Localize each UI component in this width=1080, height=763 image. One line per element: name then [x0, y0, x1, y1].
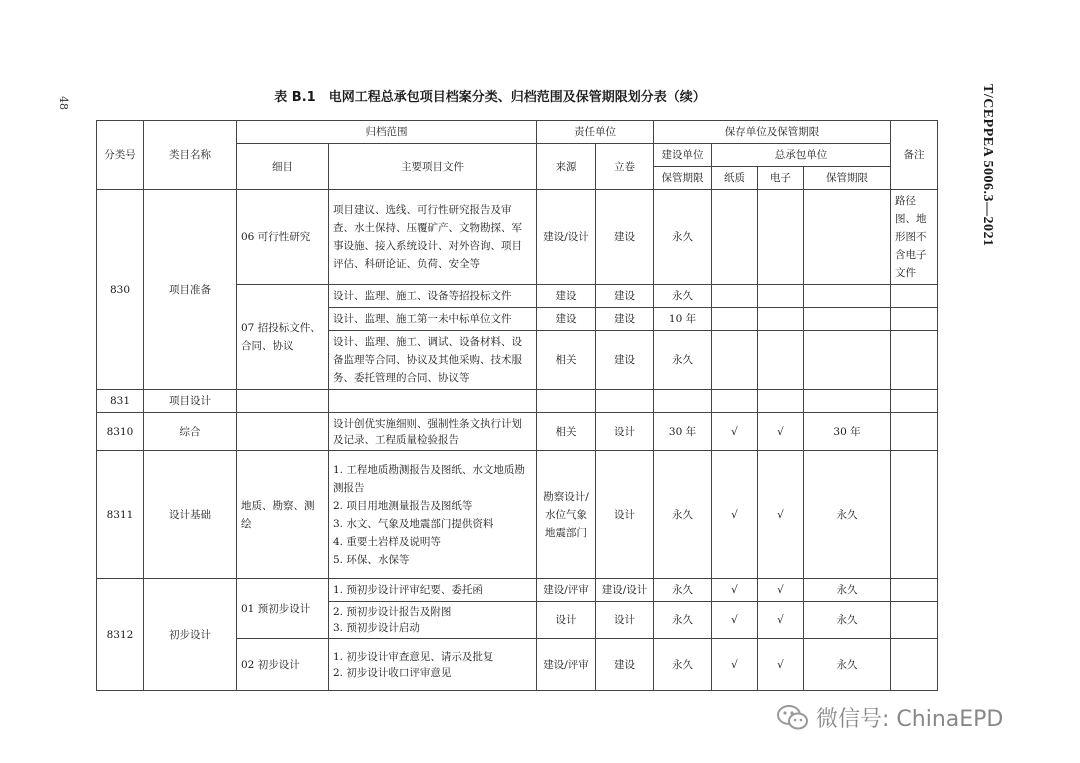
- page-number: 48: [57, 96, 70, 110]
- row-830-06-period: 永久: [654, 190, 712, 285]
- row-8312-01-source-1: 建设/评审: [537, 579, 596, 602]
- header-contractor: 总承包单位: [712, 144, 891, 167]
- list-item: 2. 预初步设计报告及附图: [333, 606, 452, 618]
- row-831-code: 831: [97, 390, 144, 413]
- row-830-07-source-3: 相关: [537, 331, 596, 390]
- list-item: 3. 预初步设计启动: [333, 622, 420, 634]
- list-item: 5. 环保、水保等: [333, 553, 410, 566]
- row-8312-02-filing: 建设: [596, 639, 654, 691]
- row-8312-02-period: 永久: [654, 639, 712, 691]
- row-8312-01-paper-1: √: [712, 579, 758, 602]
- row-8312-code: 8312: [97, 579, 144, 691]
- header-filing: 立卷: [596, 144, 654, 190]
- header-retention: 保存单位及保管期限: [654, 121, 891, 144]
- row-8310-source: 相关: [537, 413, 596, 451]
- watermark: [776, 702, 1003, 733]
- header-main-docs: 主要项目文件: [329, 144, 537, 190]
- row-8312-02-source: 建设/评审: [537, 639, 596, 691]
- row-830-07-docs-2: 设计、监理、施工第一未中标单位文件: [329, 308, 537, 331]
- row-830-07-detail: 07 招投标文件、合同、协议: [237, 285, 329, 390]
- row-830-07-source-1: 建设: [537, 285, 596, 308]
- row-8311-paper: √: [712, 451, 758, 579]
- row-8312-01-source-2: 设计: [537, 602, 596, 639]
- list-item: 1. 初步设计审查意见、请示及批复: [333, 650, 494, 663]
- row-830-07-source-2: 建设: [537, 308, 596, 331]
- row-8312-02-paper: √: [712, 639, 758, 691]
- header-category: 类目名称: [144, 121, 237, 190]
- row-830-06-remark: 路径图、地形图不含电子文件: [891, 190, 938, 285]
- row-8311-electronic: √: [758, 451, 804, 579]
- row-8312-02-electronic: √: [758, 639, 804, 691]
- header-detail: 细目: [237, 144, 329, 190]
- table-row: [97, 413, 938, 451]
- header-code: 分类号: [97, 121, 144, 190]
- row-8310-docs: 设计创优实施细则、强制性条文执行计划及记录、工程质量检验报告: [329, 413, 537, 451]
- list-item: 4. 重要土岩样及说明等: [333, 535, 441, 548]
- row-830-07-filing-2: 建设: [596, 308, 654, 331]
- row-8312-name: 初步设计: [144, 579, 237, 691]
- list-item: 2. 初步设计收口评审意见: [333, 666, 452, 679]
- row-830-07-filing-1: 建设: [596, 285, 654, 308]
- row-830-06-source: 建设/设计: [537, 190, 596, 285]
- row-8312-02-docs: [329, 639, 537, 691]
- row-8310-electronic: √: [758, 413, 804, 451]
- row-8311-name: 设计基础: [144, 451, 237, 579]
- row-8312-01-paper-2: √: [712, 602, 758, 639]
- row-8311-source: 勘察设计/水位气象地震部门: [537, 451, 596, 579]
- row-8312-01-detail: 01 预初步设计: [237, 579, 329, 639]
- row-830-07-period-1: 永久: [654, 285, 712, 308]
- header-archive-scope: 归档范围: [237, 121, 537, 144]
- row-830-07-docs-1: 设计、监理、施工、设备等招投标文件: [329, 285, 537, 308]
- row-8311-docs: [329, 451, 537, 579]
- row-8310-paper: √: [712, 413, 758, 451]
- standard-code: T/CEPPEA 5006.3—2021: [980, 84, 995, 247]
- list-item: 1. 工程地质勘测报告及图纸、水文地质勘测报告: [333, 463, 525, 494]
- row-830-06-detail: 06 可行性研究: [237, 190, 329, 285]
- list-item: 3. 水文、气象及地震部门提供资料: [333, 517, 494, 530]
- row-8310-contractor-period: 30 年: [804, 413, 891, 451]
- row-8312-01-filing-1: 建设/设计: [596, 579, 654, 602]
- row-8310-name: 综合: [144, 413, 237, 451]
- row-8311-detail: 地质、勘察、测绘: [237, 451, 329, 579]
- header-contractor-period: 保管期限: [804, 167, 891, 190]
- row-830-code: 830: [97, 190, 144, 390]
- header-source: 来源: [537, 144, 596, 190]
- table-row: [97, 579, 938, 602]
- row-8312-01-period-1: 永久: [654, 579, 712, 602]
- row-8312-01-electronic-2: √: [758, 602, 804, 639]
- table-row: [97, 390, 938, 413]
- row-8310-code: 8310: [97, 413, 144, 451]
- header-electronic: 电子: [758, 167, 804, 190]
- row-831-name: 项目设计: [144, 390, 237, 413]
- archive-classification-table: [96, 120, 938, 691]
- row-8310-filing: 设计: [596, 413, 654, 451]
- header-responsible: 责任单位: [537, 121, 654, 144]
- row-8312-01-docs-1: 1. 预初步设计评审纪要、委托函: [329, 579, 537, 602]
- row-8312-02-detail: 02 初步设计: [237, 639, 329, 691]
- row-8310-period: 30 年: [654, 413, 712, 451]
- row-8312-01-filing-2: 设计: [596, 602, 654, 639]
- row-8312-01-docs-2: [329, 602, 537, 639]
- row-830-name: 项目准备: [144, 190, 237, 390]
- header-remarks: 备注: [891, 121, 938, 190]
- row-8311-period: 永久: [654, 451, 712, 579]
- row-8312-01-contractor-period-1: 永久: [804, 579, 891, 602]
- table-row: [97, 451, 938, 579]
- row-830-07-period-2: 10 年: [654, 308, 712, 331]
- row-830-06-filing: 建设: [596, 190, 654, 285]
- wechat-icon: [776, 703, 810, 733]
- header-paper: 纸质: [712, 167, 758, 190]
- header-builder: 建设单位: [654, 144, 712, 167]
- watermark-text: 微信号: ChinaEPD: [816, 707, 1004, 732]
- row-8311-filing: 设计: [596, 451, 654, 579]
- row-8311-contractor-period: 永久: [804, 451, 891, 579]
- row-830-07-period-3: 永久: [654, 331, 712, 390]
- row-830-07-filing-3: 建设: [596, 331, 654, 390]
- row-8311-code: 8311: [97, 451, 144, 579]
- row-8312-02-contractor-period: 永久: [804, 639, 891, 691]
- row-830-06-docs: 项目建议、选线、可行性研究报告及审查、水土保持、压覆矿产、文物勘探、军事设施、接入系统设计、对外咨询、项目评估、科研论证、负荷、安全等: [329, 190, 537, 285]
- table-title: 表 B.1 电网工程总承包项目档案分类、归档范围及保管期限划分表（续）: [274, 90, 706, 105]
- table-row: [97, 190, 938, 285]
- row-8312-01-electronic-1: √: [758, 579, 804, 602]
- header-builder-period: 保管期限: [654, 167, 712, 190]
- row-830-07-docs-3: 设计、监理、施工、调试、设备材料、设备监理等合同、协议及其他采购、技术服务、委托管理的合同、协议等: [329, 331, 537, 390]
- list-item: 2. 项目用地测量报告及图纸等: [333, 499, 473, 512]
- row-8312-01-contractor-period-2: 永久: [804, 602, 891, 639]
- row-8312-01-period-2: 永久: [654, 602, 712, 639]
